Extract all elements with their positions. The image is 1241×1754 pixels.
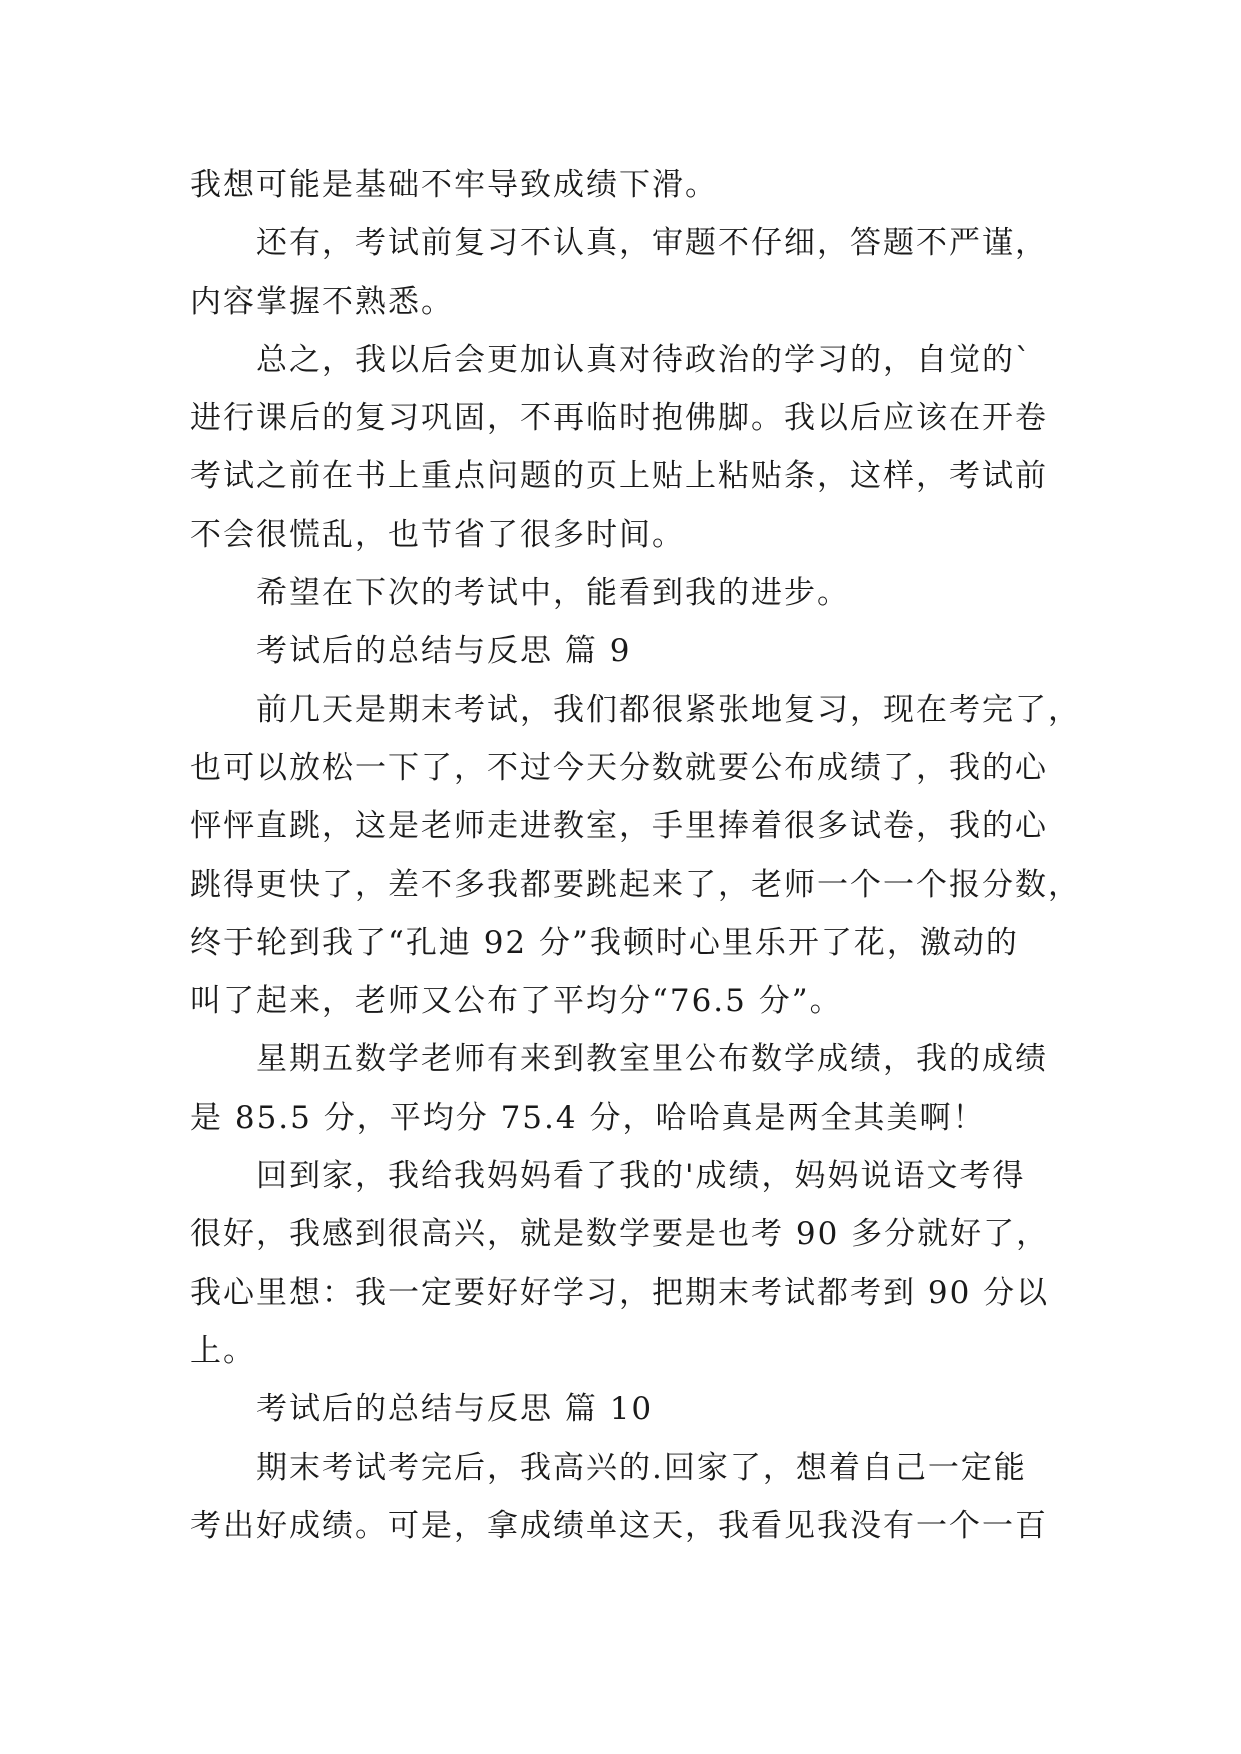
- text-line: 上。: [190, 1332, 256, 1369]
- paragraph-start: 回到家，我给我妈妈看了我的'成绩，妈妈说语文考得: [256, 1158, 1026, 1195]
- article-body: [190, 156, 1081, 1555]
- section-heading: 考试后的总结与反思 篇 9: [256, 633, 632, 670]
- text-line: 内容掌握不熟悉。: [190, 283, 454, 320]
- text-line: 进行课后的复习巩固，不再临时抱佛脚。我以后应该在开卷: [190, 400, 1048, 437]
- paragraph-start: 总之，我以后会更加认真对待政治的学习的，自觉的`: [256, 341, 1033, 378]
- text-line: 终于轮到我了“孔迪 92 分”我顿时心里乐开了花，激动的: [190, 924, 1019, 961]
- text-line: 是 85.5 分，平均分 75.4 分，哈哈真是两全其美啊！: [190, 1099, 986, 1136]
- text-line: 我心里想：我一定要好好学习，把期末考试都考到 90 分以: [190, 1274, 1050, 1311]
- text-line: 很好，我感到很高兴，就是数学要是也考 90 多分就好了，: [190, 1216, 1050, 1253]
- text-line: 考试之前在书上重点问题的页上贴上粘贴条，这样，考试前: [190, 458, 1048, 495]
- paragraph-start: 希望在下次的考试中，能看到我的进步。: [256, 575, 850, 612]
- paragraph-start: 前几天是期末考试，我们都很紧张地复习，现在考完了，: [256, 691, 1081, 728]
- text-line: 我想可能是基础不牢导致成绩下滑。: [190, 167, 718, 203]
- paragraph-start: 还有，考试前复习不认真，审题不仔细，答题不严谨，: [256, 225, 1048, 262]
- text-line: 跳得更快了，差不多我都要跳起来了，老师一个一个报分数，: [190, 866, 1081, 903]
- text-line: 也可以放松一下了，不过今天分数就要公布成绩了，我的心: [190, 749, 1048, 786]
- section-heading: 考试后的总结与反思 篇 10: [256, 1391, 654, 1428]
- text-line: 不会很慌乱，也节省了很多时间。: [190, 516, 685, 553]
- text-line: 怦怦直跳，这是老师走进教室，手里捧着很多试卷，我的心: [190, 808, 1048, 845]
- text-line: 叫了起来，老师又公布了平均分“76.5 分”。: [190, 983, 843, 1020]
- text-line: 考出好成绩。可是，拿成绩单这天，我看见我没有一个一百: [190, 1507, 1048, 1544]
- paragraph-start: 星期五数学老师有来到教室里公布数学成绩，我的成绩: [256, 1041, 1048, 1078]
- paragraph-start: 期末考试考完后，我高兴的.回家了，想着自己一定能: [256, 1449, 1027, 1486]
